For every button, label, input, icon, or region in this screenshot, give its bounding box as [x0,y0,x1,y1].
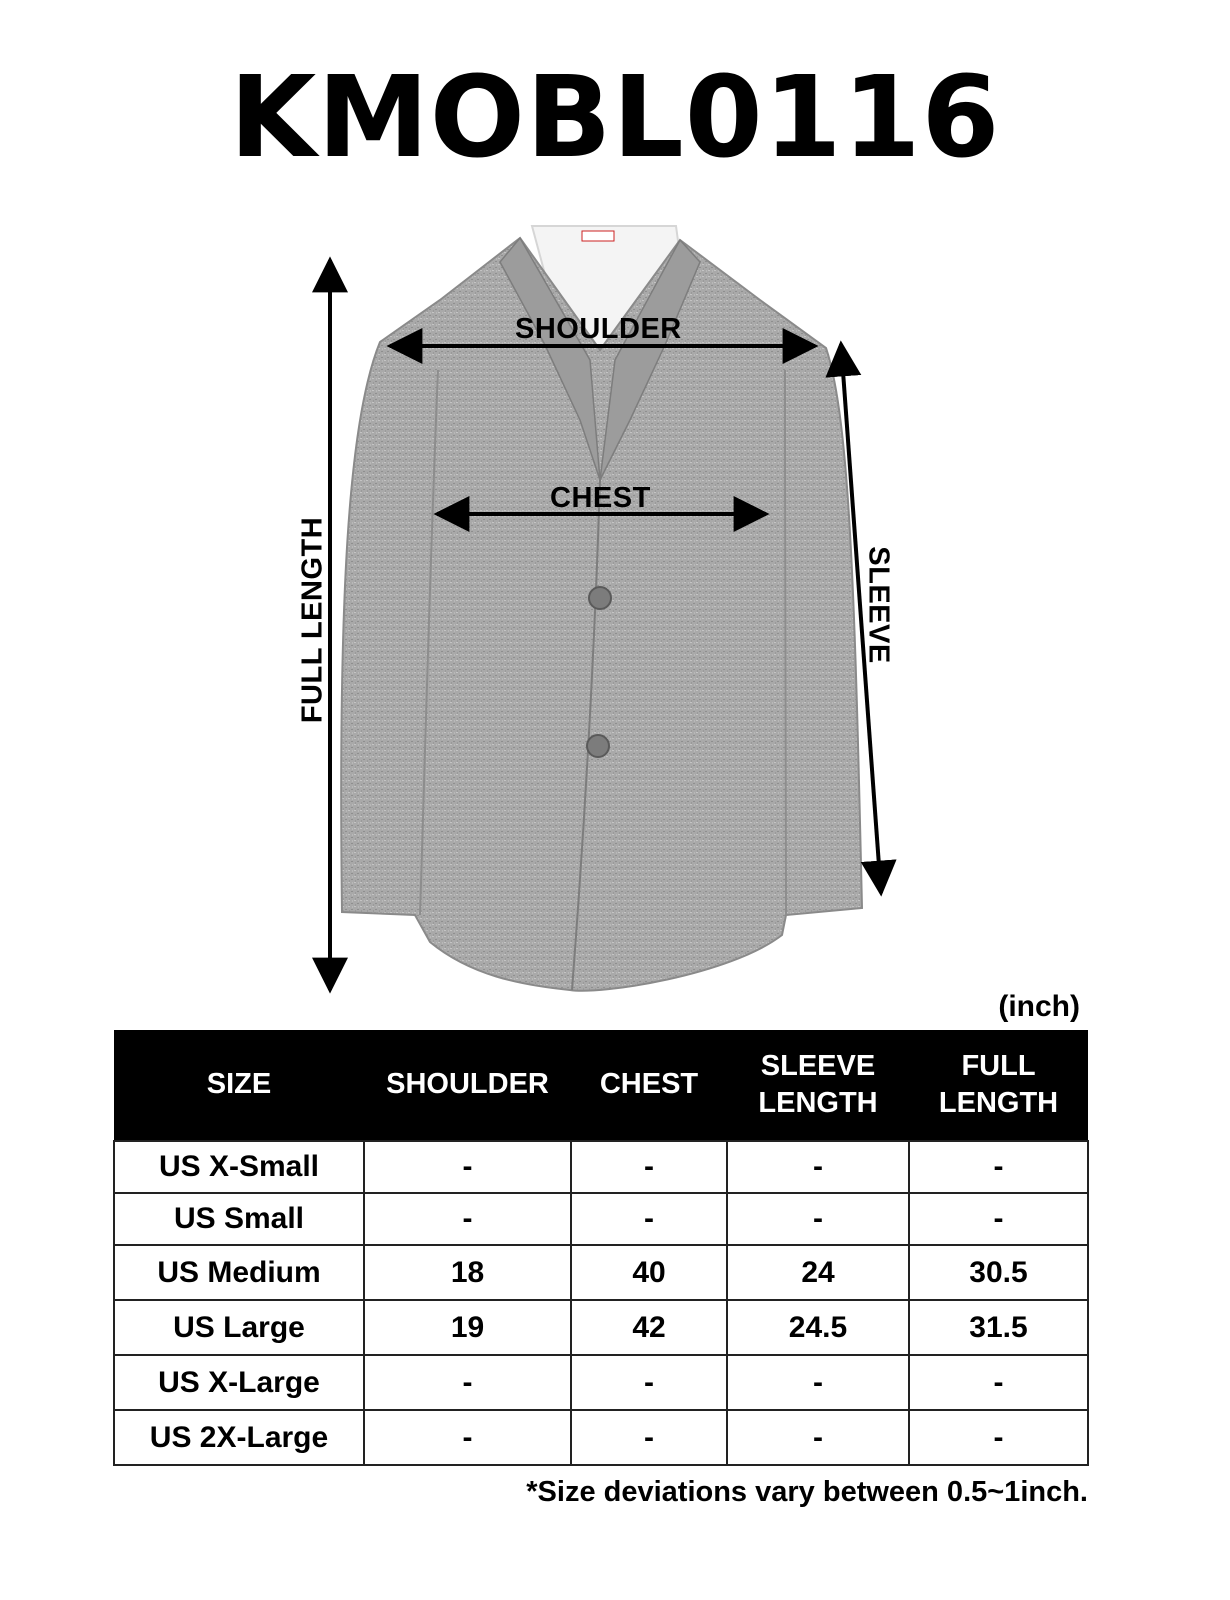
cell-sleeve-length: 24 [727,1245,909,1300]
button-bottom [587,735,609,757]
cell-sleeve-length: - [727,1355,909,1410]
table-row [114,1245,1088,1300]
table-row [114,1410,1088,1465]
table-row [114,1355,1088,1410]
sleeve-label: SLEEVE [862,546,895,664]
cell-size: US 2X-Large [114,1410,364,1465]
cell-shoulder: - [364,1410,571,1465]
cell-size: US Medium [114,1245,364,1300]
cell-full-length: - [909,1410,1088,1465]
chest-label: CHEST [550,482,651,514]
cell-full-length: - [909,1193,1088,1245]
brand-tag-box [582,231,614,241]
cell-chest: - [571,1355,727,1410]
cell-chest: - [571,1193,727,1245]
product-code-title: KMOBL0116 [229,53,1001,183]
header-full-length: FULL LENGTH [909,1030,1088,1141]
table-row [114,1300,1088,1355]
cell-full-length: 30.5 [909,1245,1088,1300]
header-sleeve-length: SLEEVE LENGTH [727,1030,909,1141]
shoulder-label: SHOULDER [515,313,682,345]
cell-full-length: - [909,1141,1088,1193]
cell-size: US Small [114,1193,364,1245]
header-size: SIZE [114,1030,364,1141]
cell-size: US X-Small [114,1141,364,1193]
cell-chest: 42 [571,1300,727,1355]
cell-size: US Large [114,1300,364,1355]
size-chart-table [113,1030,1089,1466]
cell-shoulder: 19 [364,1300,571,1355]
cell-sleeve-length: - [727,1141,909,1193]
cell-size: US X-Large [114,1355,364,1410]
unit-label: (inch) [998,990,1080,1023]
cell-full-length: - [909,1355,1088,1410]
button-top [589,587,611,609]
cell-sleeve-length: 24.5 [727,1300,909,1355]
cell-shoulder: - [364,1355,571,1410]
cell-chest: - [571,1410,727,1465]
full-length-label: FULL LENGTH [296,516,329,724]
cell-sleeve-length: - [727,1410,909,1465]
cell-shoulder: - [364,1193,571,1245]
header-chest: CHEST [571,1030,727,1141]
cell-chest: - [571,1141,727,1193]
cell-chest: 40 [571,1245,727,1300]
table-row [114,1193,1088,1245]
size-deviation-note: *Size deviations vary between 0.5~1inch. [526,1476,1088,1508]
header-shoulder: SHOULDER [364,1030,571,1141]
cell-shoulder: 18 [364,1245,571,1300]
table-row [114,1141,1088,1193]
cell-full-length: 31.5 [909,1300,1088,1355]
coat-body [341,238,862,991]
cell-shoulder: - [364,1141,571,1193]
cell-sleeve-length: - [727,1193,909,1245]
table-header-row [114,1030,1088,1141]
